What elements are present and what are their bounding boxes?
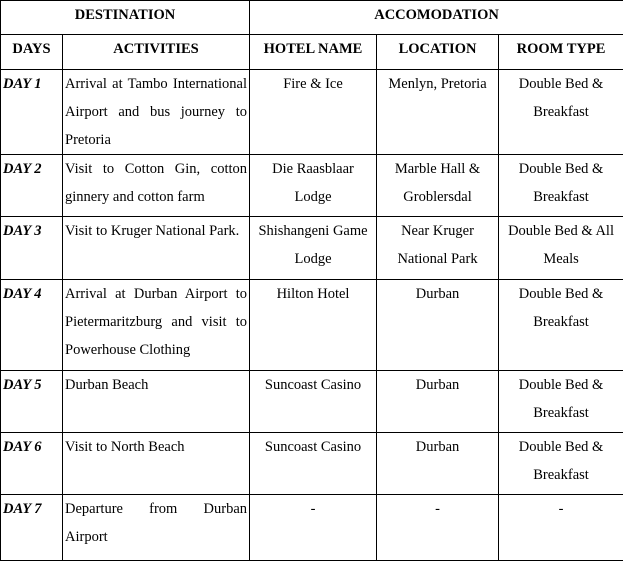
activity-cell: Visit to Kruger National Park. <box>63 217 250 280</box>
table-row <box>1 371 623 433</box>
day-cell: DAY 2 <box>1 155 63 217</box>
location-cell: Durban <box>377 371 499 433</box>
activity-cell: Visit to North Beach <box>63 433 250 495</box>
room-type-cell: Double Bed & Breakfast <box>499 155 623 217</box>
table-row <box>1 70 623 155</box>
day-cell: DAY 5 <box>1 371 63 433</box>
table-row <box>1 155 623 217</box>
activity-cell: Arrival at Durban Airport to Pietermaritzburg and visit to Powerhouse Clothing <box>63 280 250 371</box>
activity-cell: Visit to Cotton Gin, cotton ginnery and cotton farm <box>63 155 250 217</box>
hotel-cell: Fire & Ice <box>250 70 377 155</box>
table-row <box>1 495 623 561</box>
location-cell: Durban <box>377 433 499 495</box>
room-type-cell: Double Bed & All Meals <box>499 217 623 280</box>
location-cell: - <box>377 495 499 561</box>
day-cell: DAY 4 <box>1 280 63 371</box>
location-cell: Marble Hall & Groblersdal <box>377 155 499 217</box>
hotel-cell: Shishangeni Game Lodge <box>250 217 377 280</box>
hotel-cell: - <box>250 495 377 561</box>
days-header: DAYS <box>1 35 63 70</box>
activities-header: ACTIVITIES <box>63 35 250 70</box>
hotel-cell: Suncoast Casino <box>250 433 377 495</box>
room-type-cell: Double Bed & Breakfast <box>499 371 623 433</box>
hotel-cell: Hilton Hotel <box>250 280 377 371</box>
accommodation-header: ACCOMODATION <box>250 1 623 35</box>
activity-cell: Durban Beach <box>63 371 250 433</box>
column-header-row <box>1 35 623 70</box>
room-type-cell: - <box>499 495 623 561</box>
location-cell: Menlyn, Pretoria <box>377 70 499 155</box>
activity-cell: Arrival at Tambo International Airport and bus journey to Pretoria <box>63 70 250 155</box>
day-cell: DAY 6 <box>1 433 63 495</box>
hotel-name-header: HOTEL NAME <box>250 35 377 70</box>
location-cell: Durban <box>377 280 499 371</box>
day-cell: DAY 1 <box>1 70 63 155</box>
room-type-cell: Double Bed & Breakfast <box>499 70 623 155</box>
hotel-cell: Die Raasblaar Lodge <box>250 155 377 217</box>
day-cell: DAY 7 <box>1 495 63 561</box>
table-row <box>1 433 623 495</box>
room-type-cell: Double Bed & Breakfast <box>499 433 623 495</box>
room-type-header: ROOM TYPE <box>499 35 623 70</box>
table-row <box>1 280 623 371</box>
table-row <box>1 217 623 280</box>
location-cell: Near Kruger National Park <box>377 217 499 280</box>
room-type-cell: Double Bed & Breakfast <box>499 280 623 371</box>
activity-cell: Departure from Durban Airport <box>63 495 250 561</box>
day-cell: DAY 3 <box>1 217 63 280</box>
hotel-cell: Suncoast Casino <box>250 371 377 433</box>
group-header-row <box>1 1 623 35</box>
location-header: LOCATION <box>377 35 499 70</box>
destination-header: DESTINATION <box>1 1 250 35</box>
